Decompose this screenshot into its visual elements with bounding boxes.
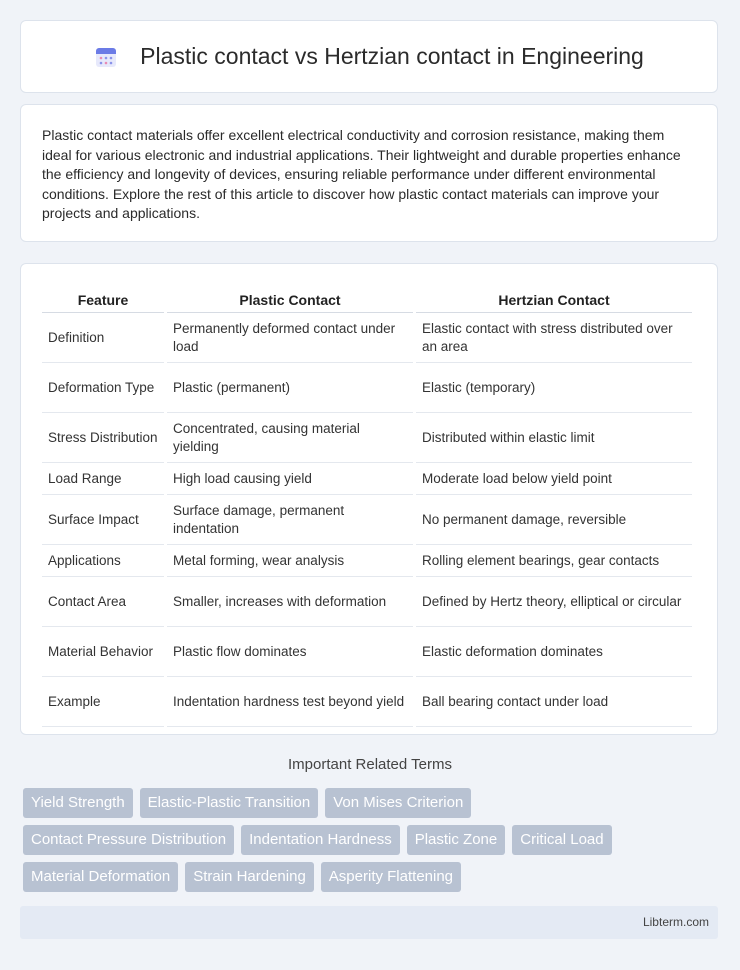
header-hertzian-contact: Hertzian Contact — [416, 283, 692, 313]
intro-card — [20, 104, 718, 242]
feature-cell: Material Behavior — [42, 627, 164, 677]
table-row — [42, 627, 692, 677]
related-terms-title: Important Related Terms — [288, 756, 452, 773]
plastic-cell: Permanently deformed contact under load — [167, 313, 413, 363]
tag-critical-load[interactable]: Critical Load — [512, 825, 611, 855]
plastic-cell: Concentrated, causing material yielding — [167, 413, 413, 463]
plastic-cell: Smaller, increases with deformation — [167, 577, 413, 627]
footer-source-link[interactable]: Libterm.com — [642, 915, 709, 929]
hertzian-cell: Distributed within elastic limit — [416, 413, 692, 463]
tag-yield-strength[interactable]: Yield Strength — [23, 788, 133, 818]
hertzian-cell: Ball bearing contact under load — [416, 677, 692, 727]
tag-von-mises-criterion[interactable]: Von Mises Criterion — [325, 788, 471, 818]
plastic-cell: Metal forming, wear analysis — [167, 545, 413, 577]
table-row — [42, 545, 692, 577]
plastic-cell: Plastic (permanent) — [167, 363, 413, 413]
intro-text: Plastic contact materials offer excellent electrical conductivity and corrosion resistance, making them ideal for various electronic and industrial applications. Their lightweight and durable properties enhance the efficiency and longevity of devices, ensuring reliable performance under different environmental conditions. Explore the rest of this article to discover how plastic contact materials can improve your projects and applications. — [42, 127, 681, 221]
comparison-table — [39, 283, 695, 727]
page-title: Plastic contact vs Hertzian contact in Engineering — [140, 43, 644, 69]
header-feature: Feature — [42, 283, 164, 313]
plastic-cell: Surface damage, permanent indentation — [167, 495, 413, 545]
table-row — [42, 463, 692, 495]
tag-contact-pressure-distribution[interactable]: Contact Pressure Distribution — [23, 825, 234, 855]
table-row — [42, 313, 692, 363]
header-plastic-contact: Plastic Contact — [167, 283, 413, 313]
tag-row — [23, 788, 703, 818]
hertzian-cell: No permanent damage, reversible — [416, 495, 692, 545]
plastic-cell: High load causing yield — [167, 463, 413, 495]
feature-cell: Definition — [42, 313, 164, 363]
hertzian-cell: Rolling element bearings, gear contacts — [416, 545, 692, 577]
feature-cell: Example — [42, 677, 164, 727]
tag-strain-hardening[interactable]: Strain Hardening — [185, 862, 314, 892]
plastic-cell: Plastic flow dominates — [167, 627, 413, 677]
feature-cell: Contact Area — [42, 577, 164, 627]
feature-cell: Load Range — [42, 463, 164, 495]
tag-plastic-zone[interactable]: Plastic Zone — [407, 825, 506, 855]
plastic-cell: Indentation hardness test beyond yield — [167, 677, 413, 727]
comparison-table-card — [20, 263, 718, 735]
table-row — [42, 363, 692, 413]
header-card — [20, 20, 718, 93]
feature-cell: Deformation Type — [42, 363, 164, 413]
table-row — [42, 577, 692, 627]
table-row — [42, 677, 692, 727]
footer — [20, 906, 718, 939]
calendar-icon — [94, 45, 118, 69]
tag-row — [23, 862, 703, 892]
hertzian-cell: Moderate load below yield point — [416, 463, 692, 495]
hertzian-cell: Defined by Hertz theory, elliptical or circular — [416, 577, 692, 627]
feature-cell: Surface Impact — [42, 495, 164, 545]
table-row — [42, 495, 692, 545]
table-row — [42, 413, 692, 463]
hertzian-cell: Elastic contact with stress distributed over an area — [416, 313, 692, 363]
tag-elastic-plastic-transition[interactable]: Elastic-Plastic Transition — [140, 788, 319, 818]
hertzian-cell: Elastic (temporary) — [416, 363, 692, 413]
tag-row — [23, 825, 703, 855]
tag-material-deformation[interactable]: Material Deformation — [23, 862, 178, 892]
hertzian-cell: Elastic deformation dominates — [416, 627, 692, 677]
tag-asperity-flattening[interactable]: Asperity Flattening — [321, 862, 461, 892]
related-terms-tags — [23, 788, 703, 899]
feature-cell: Applications — [42, 545, 164, 577]
feature-cell: Stress Distribution — [42, 413, 164, 463]
tag-indentation-hardness[interactable]: Indentation Hardness — [241, 825, 400, 855]
table-header-row — [42, 283, 692, 313]
